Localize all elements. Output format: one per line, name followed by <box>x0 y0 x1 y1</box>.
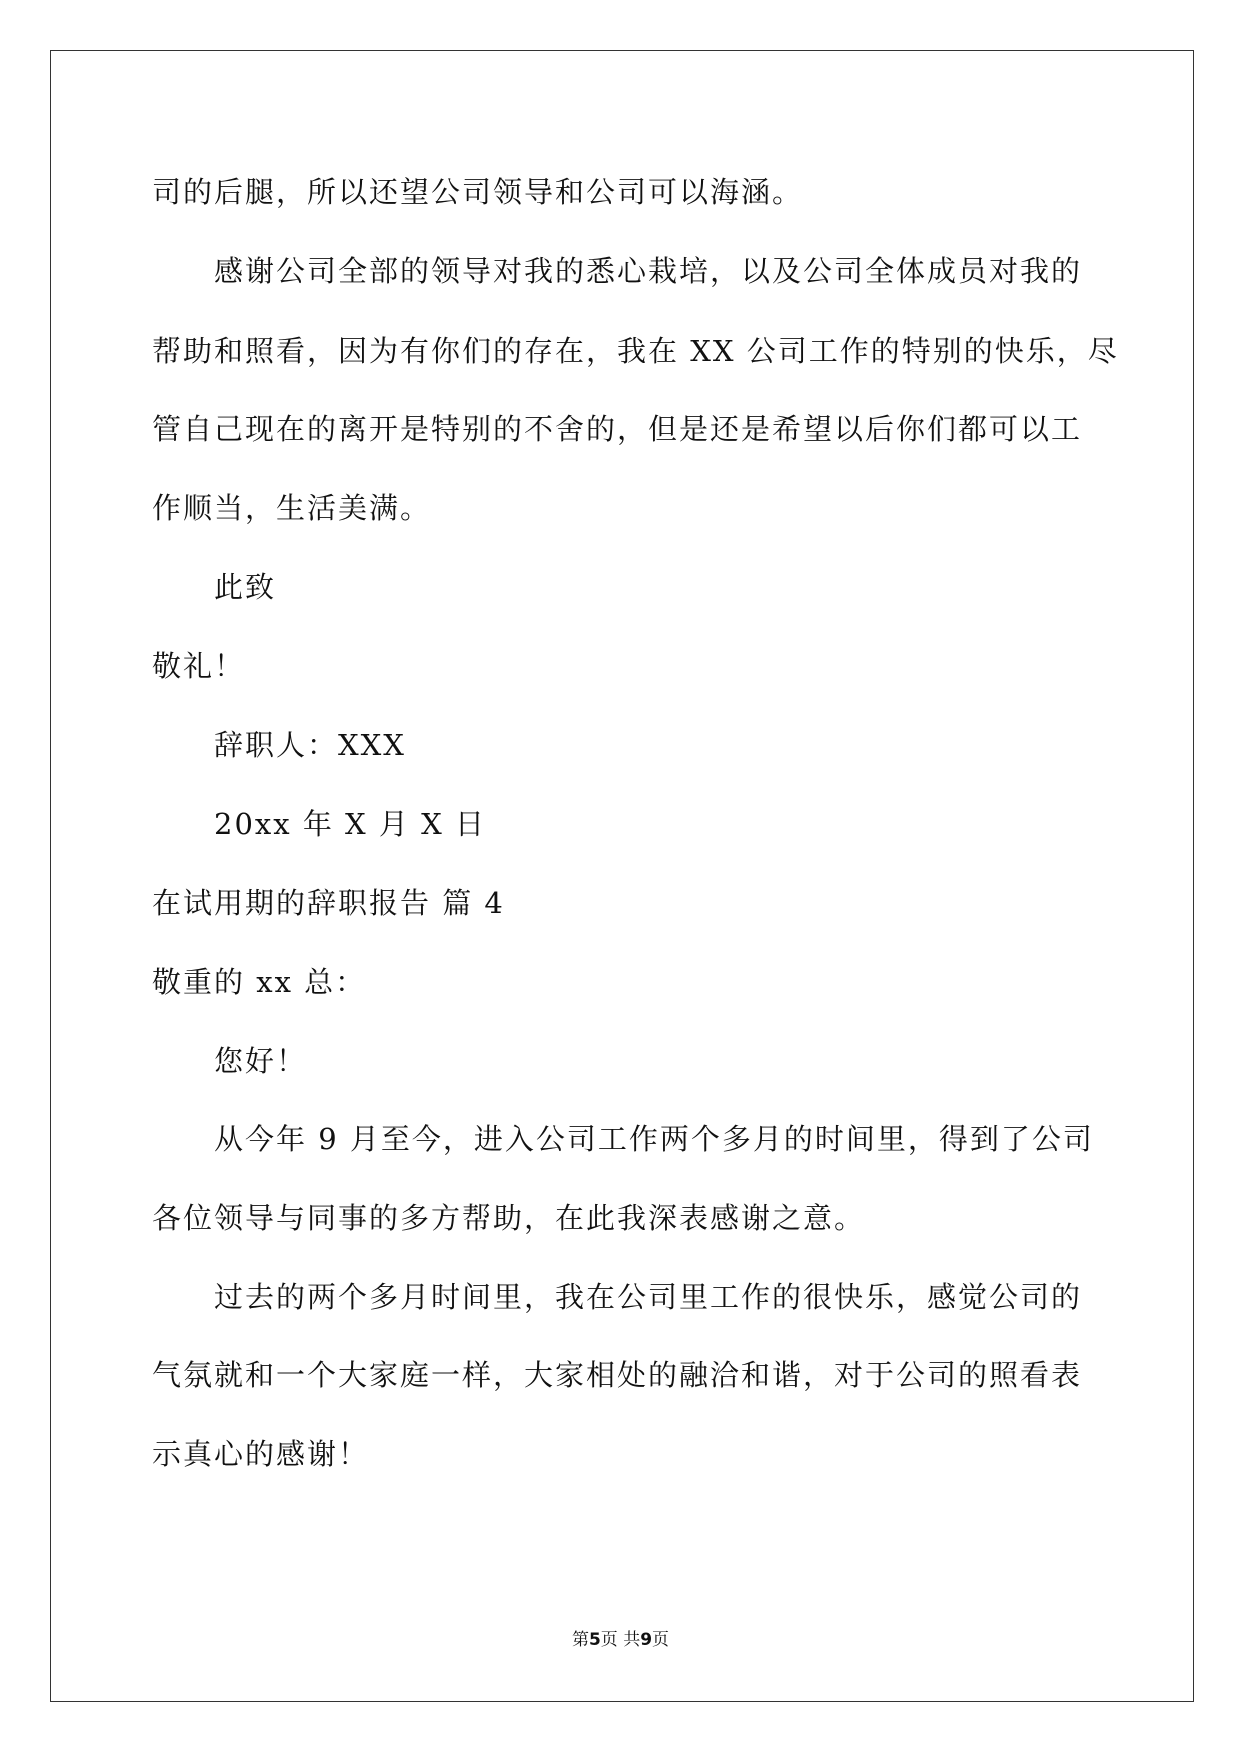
text-line: 各位领导与同事的多方帮助，在此我深表感谢之意。 <box>152 1201 866 1235</box>
text-line: 过去的两个多月时间里，我在公司里工作的很快乐，感觉公司的 <box>214 1280 1083 1314</box>
closing-salutation: 此致 <box>214 570 277 604</box>
closing-respect: 敬礼！ <box>152 649 246 683</box>
footer-middle: 页 共 <box>600 1630 641 1650</box>
signature-line: 辞职人：XXX <box>214 728 406 762</box>
page-footer <box>0 1629 1241 1651</box>
text-line: 感谢公司全部的领导对我的悉心栽培，以及公司全体成员对我的 <box>214 254 1083 288</box>
current-page-number: 5 <box>588 1630 601 1650</box>
greeting-hello: 您好！ <box>214 1044 308 1078</box>
text-line: 司的后腿，所以还望公司领导和公司可以海涵。 <box>152 175 804 209</box>
total-pages-number: 9 <box>640 1630 653 1650</box>
text-line: 管自己现在的离开是特别的不舍的，但是还是希望以后你们都可以工 <box>152 412 1083 446</box>
footer-prefix: 第 <box>571 1630 589 1650</box>
date-line: 20xx 年 X 月 X 日 <box>214 807 486 841</box>
text-line: 示真心的感谢！ <box>152 1437 370 1471</box>
text-line: 帮助和照看，因为有你们的存在，我在 XX 公司工作的特别的快乐，尽 <box>152 334 1119 368</box>
text-line: 从今年 9 月至今，进入公司工作两个多月的时间里，得到了公司 <box>214 1122 1094 1156</box>
text-line: 气氛就和一个大家庭一样，大家相处的融洽和谐，对于公司的照看表 <box>152 1358 1083 1392</box>
footer-suffix: 页 <box>652 1630 670 1650</box>
section-heading: 在试用期的辞职报告 篇 4 <box>152 886 505 920</box>
greeting-line: 敬重的 xx 总： <box>152 965 367 999</box>
text-line: 作顺当，生活美满。 <box>152 491 432 525</box>
